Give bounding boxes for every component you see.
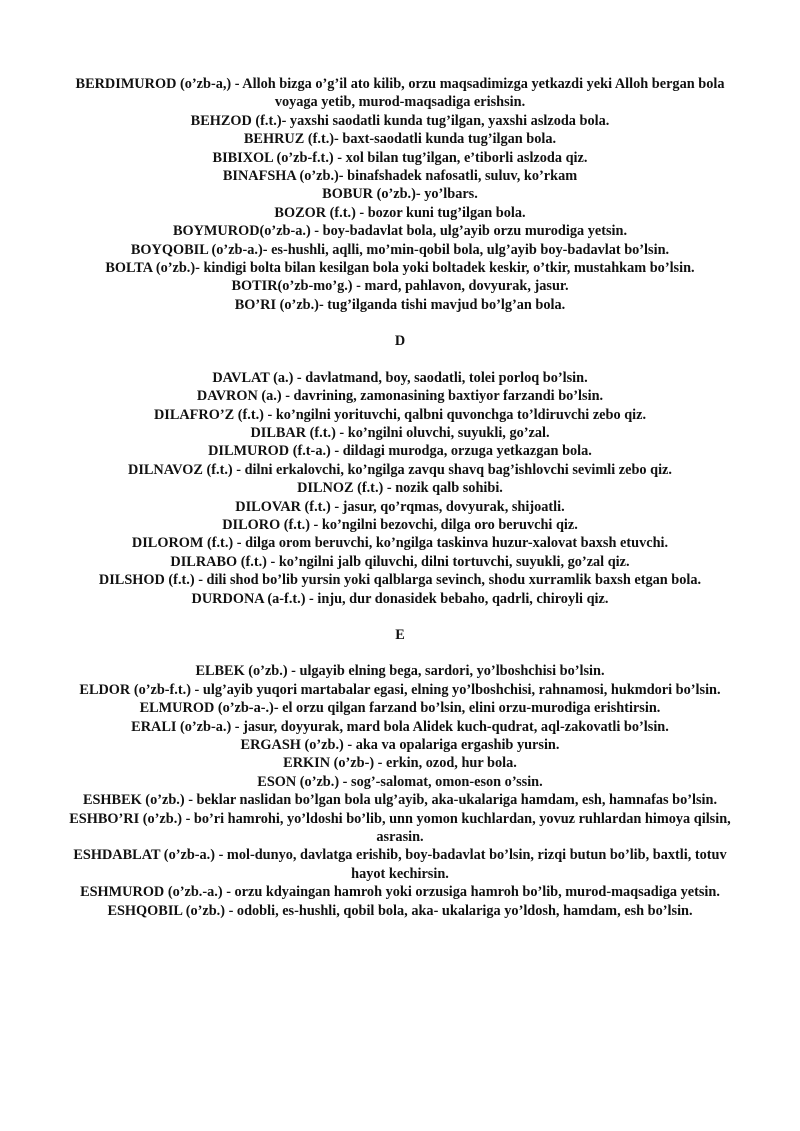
section-letter-heading: E <box>395 626 405 643</box>
name-entry: DILNAVOZ (f.t.) - dilni erkalovchi, ko’ngilga zavqu shavq bag’ishlovchi sevimli zebo qiz. <box>128 461 672 478</box>
name-entry: BOLTA (o’zb.)- kindigi bolta bilan kesilgan bola yoki boltadek keskir, o’tkir, mustahkam bo’lsin. <box>105 260 695 277</box>
name-entry: ERKIN (o’zb-) - erkin, ozod, hur bola. <box>283 755 517 772</box>
name-entry: DILORO (f.t.) - ko’ngilni bezovchi, dilga oro beruvchi qiz. <box>222 516 578 533</box>
name-entry: BOTIR(o’zb-mo’g.) - mard, pahlavon, dovyurak, jasur. <box>231 278 569 295</box>
name-entry: ERGASH (o’zb.) - aka va opalariga ergashib yursin. <box>240 737 560 753</box>
name-entry: ELBEK (o’zb.) - ulgayib elning bega, sardori, yo’lboshchisi bo’lsin. <box>195 663 605 680</box>
section-b <box>60 75 740 314</box>
name-entry: BO’RI (o’zb.)- tug’ilganda tishi mavjud bo’lg’an bola. <box>234 296 566 313</box>
name-entry: ESHBO’RI (o’zb.) - bo’ri hamrohi, yo’ldoshi bo’lib, unn yomon kuchlardan, yovuz ruhlardan himoya qilsin, asrasin. <box>69 810 731 846</box>
name-entry: BERDIMUROD (o’zb-a,) - Alloh bizga o’g’il ato kilib, orzu maqsadimizga yetkazdi yeki Alloh bergan bola voyaga yetib, murod-maqsadiga erishsin. <box>75 76 725 111</box>
name-entry: ESHBEK (o’zb.) - beklar naslidan bo’lgan bola ulg’ayib, aka-ukalariga hamdam, esh, hamnafas bo’lsin. <box>82 792 718 809</box>
name-entry: ELMUROD (o’zb-a-.)- el orzu qilgan farzand bo’lsin, elini orzu-murodiga erishtirsin. <box>139 700 661 717</box>
name-entry: BEHRUZ (f.t.)- baxt-saodatli kunda tug’ilgan bola. <box>243 131 557 148</box>
name-entry: ESHDABLAT (o’zb-a.) - mol-dunyo, davlatga erishib, boy-badavlat bo’lsin, rizqi butun bo’lib, baxtli, totuv hayot kechirsin. <box>73 847 727 882</box>
name-entry: DAVLAT (a.) - davlatmand, boy, saodatli, tolei porloq bo’lsin. <box>212 369 588 386</box>
name-entry: BOYQOBIL (o’zb-a.)- es-hushli, aqlli, mo’min-qobil bola, ulg’ayib boy-badavlat bo’lsin. <box>130 241 670 258</box>
section-e <box>60 626 740 920</box>
name-entry: BEHZOD (f.t.)- yaxshi saodatli kunda tug’ilgan, yaxshi aslzoda bola. <box>190 112 610 129</box>
name-entry: DILAFRO’Z (f.t.) - ko’ngilni yorituvchi, qalbni quvonchga to’ldiruvchi zebo qiz. <box>153 406 647 423</box>
name-entry: BOZOR (f.t.) - bozor kuni tug’ilgan bola. <box>274 204 526 221</box>
name-entry: DILBAR (f.t.) - ko’ngilni oluvchi, suyukli, go’zal. <box>250 424 550 441</box>
name-entry: DURDONA (a-f.t.) - inju, dur donasidek bebaho, qadrli, chiroyli qiz. <box>191 590 609 607</box>
name-entry: DAVRON (a.) - davrining, zamonasining baxtiyor farzandi bo’lsin. <box>196 388 604 405</box>
name-entry: DILOROM (f.t.) - dilga orom beruvchi, ko’ngilga taskinva huzur-xalovat baxsh etuvchi. <box>131 535 669 552</box>
name-entry: ESHQOBIL (o’zb.) - odobli, es-hushli, qobil bola, aka- ukalariga yo’ldosh, hamdam, esh bo’lsin. <box>107 902 693 919</box>
section-d <box>60 332 740 608</box>
name-entry: ESHMUROD (o’zb.-a.) - orzu kdyaingan hamroh yoki orzusiga hamroh bo’lib, murod-maqsadiga yetsin. <box>80 884 720 901</box>
name-entry: DILNOZ (f.t.) - nozik qalb sohibi. <box>297 480 503 497</box>
name-entry: ESON (o’zb.) - sog’-salomat, omon-eson o’ssin. <box>257 773 543 790</box>
section-letter-heading: D <box>394 333 406 350</box>
name-entry: BIBIXOL (o’zb-f.t.) - xol bilan tug’ilgan, e’tiborli aslzoda qiz. <box>212 149 588 166</box>
name-entry: BINAFSHA (o’zb.)- binafshadek nafosatli, suluv, ko’rkam <box>222 168 578 185</box>
name-entry: ELDOR (o’zb-f.t.) - ulg’ayib yuqori martabalar egasi, elning yo’lboshchisi, rahnamosi, hukmdori bo’lsin. <box>79 681 721 698</box>
name-entry: DILSHOD (f.t.) - dili shod bo’lib yursin yoki qalblarga sevinch, shodu xurramlik baxsh etgan bola. <box>98 572 702 589</box>
name-entry: BOYMUROD(o’zb-a.) - boy-badavlat bola, ulg’ayib orzu murodiga yetsin. <box>172 223 628 240</box>
name-entry: DILMUROD (f.t-a.) - dildagi murodga, orzuga yetkazgan bola. <box>208 443 592 460</box>
name-entry: ERALI (o’zb-a.) - jasur, doyyurak, mard bola Alidek kuch-qudrat, aql-zakovatli bo’lsin. <box>131 718 669 735</box>
name-entry: DILRABO (f.t.) - ko’ngilni jalb qiluvchi, dilni tortuvchi, suyukli, go’zal qiz. <box>170 553 630 570</box>
name-entry: BOBUR (o’zb.)- yo’lbars. <box>322 186 478 203</box>
name-entry: DILOVAR (f.t.) - jasur, qo’rqmas, dovyurak, shijoatli. <box>235 498 565 515</box>
